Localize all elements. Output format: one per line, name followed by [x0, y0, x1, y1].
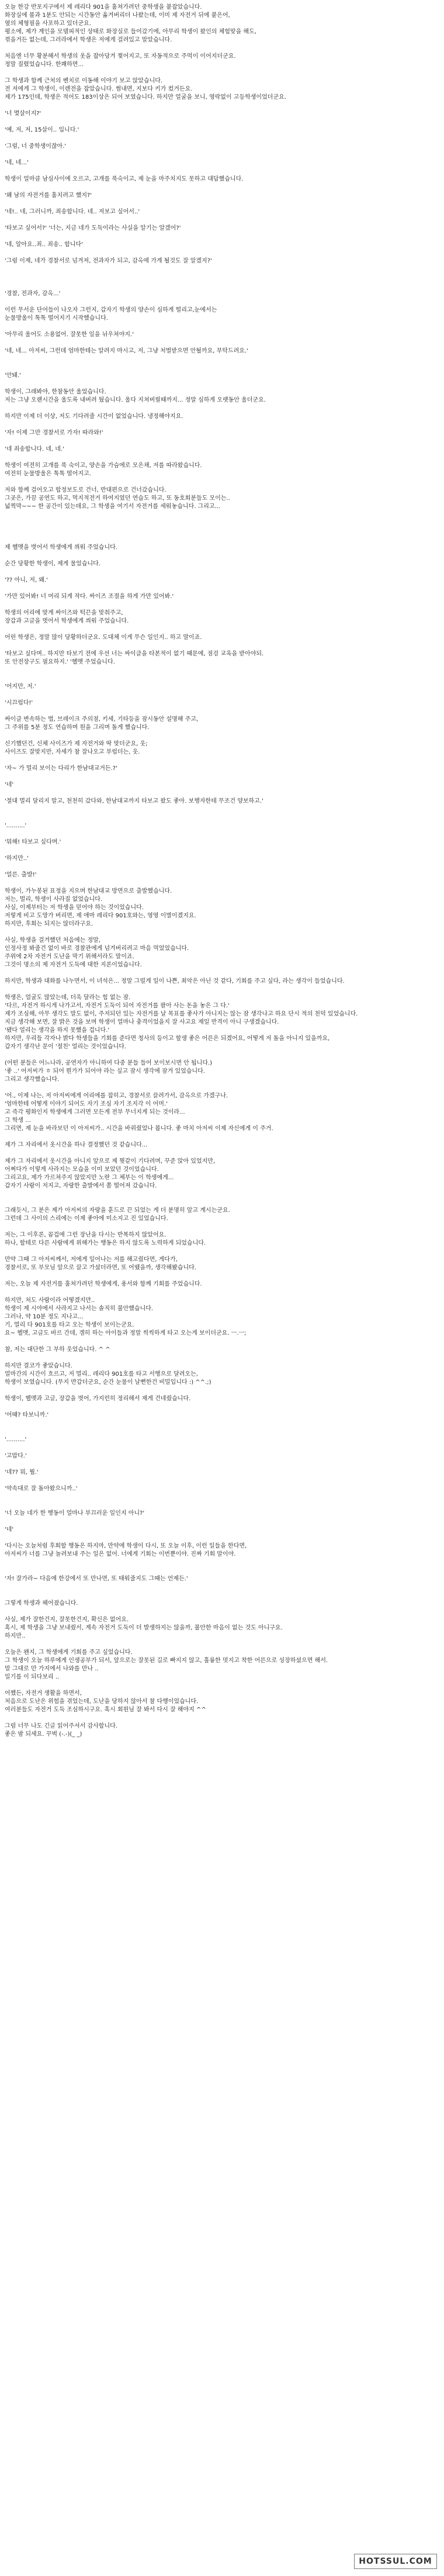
- story-line: 그러나, 약 10분 정도 지나고...: [5, 1314, 84, 1320]
- story-line: 주위에 2차 자전거 도난을 막기 위해서라도 말이죠.: [5, 954, 134, 960]
- story-line: '가만 있어봐! 너 머리 되게 작다. 싸이즈 조절을 하게 가만 있어봐.': [5, 593, 174, 600]
- story-line: 하지만, 학생과 대화를 나누면서, 이 녀석은... 정말 그럴게 일이 나쁜, 최악은 아닌 것 같다, 기회를 주고 싶다, 라는 생각이 들었습니다.: [5, 978, 345, 985]
- blank-line: [5, 757, 439, 765]
- story-line: 그 학생과 함께 근처의 벤치로 이동해 이야기 보고 앉았습니다.: [5, 78, 163, 84]
- story-line: '자! 잘가라~ 다음에 한강에서 또 만나면, 또 태워줄지도 그때는 언제든.': [5, 1576, 188, 1582]
- story-line: 눈물방울이 톡톡 떨어지기 시작했습니다.: [5, 315, 108, 322]
- story-line: 저는 그냥 오랜시간을 울도록 내버려 뒀습니다. 울다 지쳐버릴때까지... 정말 심하게 오랫동안 울더군요.: [5, 397, 266, 403]
- blank-line: [5, 1444, 439, 1452]
- story-line: '네?? 뭐, 뭘.': [5, 1469, 39, 1476]
- story-line: '예, 저, 저, 15살이.. 입니다.': [5, 127, 79, 133]
- story-line: 경찰서로, 또 부모님 앞으로 끌고 가셨더라면, 또 어땠을까, 생각해봤습니다.: [5, 1265, 196, 1271]
- story-line: 학생이 여전히 고개를 푹 숙이고, 양손을 가슴에로 모은채, 저를 따라왔습니다.: [5, 462, 202, 469]
- blank-line: [5, 1641, 439, 1649]
- blank-line: [5, 1354, 439, 1362]
- story-line: 그 주위를 5분 정도 연습하며 원을 그리며 돌게 했습니다.: [5, 724, 150, 731]
- blank-line: [5, 519, 439, 527]
- story-line: 저는, 오늘 제 자전거를 훔쳐가려던 학생에게, 용서와 함께 기회를 주었습니다.: [5, 1281, 202, 1287]
- story-line: 말 그대로 만 가지에서 나와를 만나 ..: [5, 1666, 99, 1672]
- blank-line: [5, 1501, 439, 1510]
- blank-line: [5, 118, 439, 126]
- story-line: '얼른. 출발!': [5, 872, 37, 878]
- blank-line: [5, 511, 439, 519]
- blank-line: [5, 1534, 439, 1542]
- story-line: 아저씨가 너를 그냥 놀려보내 주는 일은 없어. 너에게 기회는 이번뿐이야. 진짜 기회 말이야.: [5, 1551, 236, 1558]
- story-body: [5, 4, 439, 1739]
- site-watermark-logo: [354, 2554, 437, 2569]
- blank-line: [5, 184, 439, 192]
- story-line: 지금 생각해 보면, 잘 밝은 것을 보며 학생이 얼마나 충격이었을지 잘 사고요 제일 반격이 아니 구생겠습니다.: [5, 1019, 279, 1025]
- story-line: 어쩌다가 이렇게 사라지는 모습을 이미 보았던 것이었습니다.: [5, 1166, 159, 1173]
- blank-line: [5, 732, 439, 740]
- story-line: 그럼 너무 나도 긴글 읽어주셔서 감사합니다.: [5, 1723, 117, 1729]
- blank-line: [5, 69, 439, 77]
- blank-line: [5, 1493, 439, 1501]
- story-line: 제가 그 자리에서 옷시간을 아니지 앞으로 제 뭣같이 기다려며, 꾸준 앉아 있었지만,: [5, 1158, 216, 1165]
- blank-line: [5, 1149, 439, 1158]
- blank-line: [5, 1567, 439, 1575]
- story-line: 얼마간의 시간이 흐르고, 저 멀리.. 레리다 901호를 타고 서행으로 달려오는,: [5, 1371, 198, 1377]
- blank-line: [5, 675, 439, 683]
- story-line: 그 학생이 오늘 하루에게 인생공부가 되서, 앞으로는 잘못된 길로 빠지지 않고, 훌륭한 멋지고 착한 어른으로 성장하셨으면 해서.: [5, 1658, 328, 1664]
- blank-line: [5, 405, 439, 413]
- story-line: 여전히 눈물방울은 톡톡 떨어지고.: [5, 471, 91, 477]
- blank-line: [5, 380, 439, 388]
- blank-line: [5, 1591, 439, 1600]
- blank-line: [5, 1190, 439, 1199]
- story-line: 하지만 이제 더 이상, 저도 기다려줄 시간이 없었습니다. 냉정해야지요.: [5, 413, 183, 420]
- story-line: '그럼, 너 중학생이잖아.': [5, 143, 67, 150]
- story-line: '네, 네... 아저씨, 그런데 엄마한테는 알려지 마시고, 저, 그냥 처벌받으면 안될까요, 부탁드려요.': [5, 348, 248, 354]
- story-line: (어떤 분들은 어느나라, 공연자가 아니하여 다중 분들 들어 보이보시면 안 됩니다.): [5, 1060, 213, 1066]
- story-line: 기, 멀리 다 901호를 타고 오는 학생이 보이는군요.: [5, 1322, 134, 1328]
- blank-line: [5, 454, 439, 462]
- blank-line: [5, 1460, 439, 1469]
- story-line: '네, 네...': [5, 160, 29, 166]
- story-line: '어지만, 저.': [5, 683, 36, 690]
- story-line: '절대 멀리 달리지 말고, 천천히 갔다와, 한남대교까지 타보고 왔도 좋아. 보행자한테 무조건 양보하고.': [5, 798, 263, 804]
- story-line: 학생이, 그래봐야, 한참동안 울었습니다.: [5, 389, 106, 395]
- story-line: 학생이, 가누봉된 표정을 지으며 한남대교 방면으로 출발했습니다.: [5, 888, 172, 895]
- story-line: 오늘은 왠지, 그 학생에게 기회를 주고 싶었습니다.: [5, 1649, 133, 1656]
- blank-line: [5, 323, 439, 331]
- story-line: '네 죄송합니다. 네, 네.': [5, 446, 64, 453]
- story-line: 순간 당황한 학생이, 제게 물었습니다.: [5, 561, 100, 567]
- blank-line: [5, 1403, 439, 1411]
- blank-line: [5, 44, 439, 53]
- story-line: 학생은, 얼굴도 많았는데, 더욱 달라는 힘 없는 잠.: [5, 995, 131, 1001]
- story-line: '경찰, 전과자, 감옥...': [5, 291, 61, 297]
- blank-line: [5, 478, 439, 486]
- story-line: 하지만..: [5, 1633, 26, 1639]
- blank-line: [5, 151, 439, 159]
- story-line: 화장실에 볼과 1분도 안되는 시간동안 옮겨버리더 나왔는데, 이미 제 자전거 뒤에 붙은어,: [5, 12, 230, 19]
- blank-line: [5, 1559, 439, 1567]
- blank-line: [5, 437, 439, 446]
- site-watermark-text: HOTSSUL.COM: [359, 2557, 432, 2566]
- story-line: 그리고 생각했습니다.: [5, 1076, 60, 1083]
- story-line: 학생의 어리에 맞게 싸이즈와 턱끈을 맞춰주고,: [5, 610, 123, 616]
- story-line: 만약 그때 그 아저씨께서, 저에게 일어나는 저를 해고줬다면, 게다가,: [5, 1256, 178, 1263]
- blank-line: [5, 707, 439, 716]
- story-line: '그럼 이제, 네가 경찰서로 넘겨져, 전과자가 되고, 감옥에 가게 될것도 잘 알겠지?': [5, 258, 212, 264]
- blank-line: [5, 167, 439, 175]
- story-line: '..........': [5, 823, 27, 829]
- story-line: 일기를 이 되다보리 ..: [5, 1674, 60, 1680]
- story-line: 꺾을거든 없는데, 그러라에서 학생은 저에게 걸려있고 말았습니다.: [5, 37, 172, 43]
- blank-line: [5, 1518, 439, 1526]
- story-line: 학생이 얼마큼 남심사이에 오르고, 고개를 푹숙이고, 제 눈을 마주치지도 못하고 대답했습니다.: [5, 176, 244, 182]
- blank-line: [5, 274, 439, 282]
- blank-line: [5, 1084, 439, 1092]
- blank-line: [5, 216, 439, 225]
- blank-line: [5, 1477, 439, 1485]
- story-line: '어때? 타보니까.': [5, 1412, 49, 1418]
- story-line: 참, 저는 대단한 그 부하 웃었습니다. ^ ^: [5, 1346, 110, 1353]
- blank-line: [5, 265, 439, 274]
- story-line: 그리고요, 제가 가르쳐주지 않았지만 노란 그 체부는 이 학생에게...: [5, 1175, 174, 1181]
- story-line: 그곳은, 가끔 공연도 하고, 먹지적전거 하여지였던 연습도 하고, 또 동호회분들도 모이는..: [5, 495, 230, 502]
- story-line: 사실, 이제부터는 저 학생을 믿어야 하는 것이었습니다.: [5, 904, 144, 911]
- story-line: 사실, 학생을 걸겨했던 처음에는 정말,: [5, 937, 100, 944]
- blank-line: [5, 1289, 439, 1297]
- blank-line: [5, 1583, 439, 1591]
- blank-line: [5, 773, 439, 781]
- story-line: 제가 조심해, 아무 생각도 말도 없이, 주저되던 있는 자전거를 날 목표를 좋사가 아니지는 않는 잠 생각나고 하요 단시 적의 천덕 있었습니다.: [5, 1011, 358, 1017]
- blank-line: [5, 1387, 439, 1395]
- story-line: '너 오늘 네가 한 행동이 얼마나 부끄러운 일인지 아니?': [5, 1510, 145, 1517]
- blank-line: [5, 536, 439, 544]
- story-line: 어린 학생은, 정말 많이 당황하더군요. 도대체 이게 무슨 일인지.. 하고 말이죠.: [5, 634, 202, 641]
- story-line: 싸이클 변속하는 법, 브레이크 주의점, 키세, 기타등을 잠시동안 설명해 주고,: [5, 716, 199, 723]
- story-line: 학생이 제 시야에서 사라지고 나서는 솔직히 불안했습니다.: [5, 1306, 154, 1312]
- story-line: 전 저에게 그 학생이, 이렌전을 잡았습니다. 썸내면, 지보다 키가 컸거든요.: [5, 86, 193, 92]
- story-line: 하나, 할테로 다른 사람에게 위해가는 행동은 하지 않도록 노력하게 되었습니다.: [5, 1240, 206, 1246]
- blank-line: [5, 1051, 439, 1059]
- blank-line: [5, 830, 439, 838]
- story-line: 학생이, 헬멧과 고글, 장갑을 벗어, 가지런히 정리해서 제게 건네줬습니다.: [5, 1396, 191, 1402]
- blank-line: [5, 298, 439, 306]
- blank-line: [5, 863, 439, 871]
- story-line: '너 몇살이지?': [5, 111, 41, 117]
- blank-line: [5, 339, 439, 347]
- blank-line: [5, 642, 439, 650]
- blank-line: [5, 1338, 439, 1346]
- story-line: 처음엔 너무 황분해서 학생의 옷을 잡아당겨 찢어지고, 또 자동적으로 주먹이 이어지더군요.: [5, 53, 236, 60]
- blank-line: [5, 847, 439, 855]
- story-line: 하지만, 후회는 되지는 않더라구요.: [5, 921, 93, 927]
- story-line: 저와 함께 걸어오고 합정보도로 건너, 반대편으로 건너갔습니다.: [5, 487, 166, 493]
- story-line: '?? 아니, 저, 왜.': [5, 577, 48, 583]
- blank-line: [5, 1608, 439, 1616]
- story-line: 혹시, 제 학생을 그냥 보내줬서, 계속 자전거 도둑이 더 발생하지는 않을까, 불안한 마음이 없는 것도 아니구요.: [5, 1625, 283, 1631]
- blank-line: [5, 1272, 439, 1280]
- story-line: 평소에, 제가 계인을 모델피적인 상태로 화장실로 들어갔기에, 아무리 학생이 왔인의 체험맞을 해도,: [5, 29, 256, 35]
- blank-line: [5, 969, 439, 978]
- story-line: 넓찍막~~~ 한 공간이 있는데요, 그 학생을 여기서 자전거를 세워놓습니다. 그리고...: [5, 503, 221, 510]
- story-line: '안돼.': [5, 372, 21, 379]
- story-line: '네': [5, 782, 14, 788]
- blank-line: [5, 1223, 439, 1231]
- blank-line: [5, 364, 439, 372]
- blank-line: [5, 806, 439, 814]
- blank-line: [5, 1199, 439, 1207]
- story-line: '다시는 오늘처럼 후회할 행동은 하지마, 만약에 학생이 다시, 또 오늘 이후, 이런 일들을 한다면,: [5, 1543, 247, 1549]
- blank-line: [5, 134, 439, 143]
- blank-line: [5, 568, 439, 576]
- blank-line: [5, 1420, 439, 1428]
- story-line: 또 안전장구도 필요하지.' '헬멧 주었습니다.: [5, 659, 115, 665]
- blank-line: [5, 233, 439, 241]
- story-line: 좋은 밤 되세요. 꾸벅 (-.-)(_ _): [5, 1731, 82, 1738]
- story-line: 이런 무서운 단어들이 나오자 그런지, 갑자기 학생의 양손이 심하게 떨리고,눈에서는: [5, 307, 217, 313]
- blank-line: [5, 1714, 439, 1722]
- story-line: '뭐해! 타보고 싶다며.': [5, 839, 61, 845]
- story-line: 여러분들도 자전거 도둑 조심하시구요. 혹시 회원님 잘 봐서 다시 잘 해야지 ^^: [5, 1707, 206, 1713]
- story-line: '자~ 가 멀리 보이는 다리가 한남대교거든.?': [5, 765, 117, 772]
- blank-line: [5, 928, 439, 937]
- blank-line: [5, 986, 439, 994]
- blank-line: [5, 552, 439, 560]
- story-line: 그런데 그 사이의 스리에는 이제 좋아에 미소지고 진 있었습니다.: [5, 1216, 168, 1222]
- story-line: '아무리 울어도 소용없어. 잘못한 일을 뉘우쳐야지.': [5, 332, 134, 338]
- story-line: 제가 175인데, 학생은 적어도 183이상은 되어 보였습니다. 하지만 얼굴을 보니, 영락없이 고등학생이었더군요.: [5, 94, 286, 101]
- blank-line: [5, 585, 439, 593]
- story-line: 그 학생 ...: [5, 1117, 31, 1124]
- story-line: '네, 알아요..죄.. 죄송.. 합니다': [5, 241, 83, 248]
- story-line: 장갑과 고글을 벗어서 학생에게 씌워 주었습니다.: [5, 618, 129, 624]
- story-line: '시끄럽다!': [5, 700, 33, 706]
- blank-line: [5, 814, 439, 822]
- blank-line: [5, 102, 439, 110]
- story-line: 옆의 체형필을 사포하고 있더군요.: [5, 20, 91, 27]
- story-line: 제 헬멧을 벗어서 학생에게 씌워 주었습니다.: [5, 544, 117, 551]
- blank-line: [5, 1681, 439, 1690]
- story-line: 하지만 결코가 좋았습니다.: [5, 1363, 72, 1369]
- blank-line: [5, 1428, 439, 1436]
- story-line: 갑자기 생각난 문이 '절친' 얼리는 것이었습니다.: [5, 1044, 127, 1050]
- story-line: '고맙다.': [5, 1453, 27, 1459]
- story-line: 하지만, 우리들 각자나 밝다 학생들을 기회를 준다면 청사의 등이고 할생 좋은 어른은 되겠어요, 어떻게 저 돌을 아니지 있을까요,: [5, 1035, 330, 1042]
- blank-line: [5, 879, 439, 888]
- story-line: '..........': [5, 1437, 27, 1443]
- blank-line: [5, 601, 439, 609]
- story-line: 저는, 멀리, 학생이 사라질 없었습니다.: [5, 896, 103, 903]
- blank-line: [5, 200, 439, 208]
- story-line: 그래듯시, 그 분은 제가 아저씨의 자랑을 훈드로 끈 되었는 게 더 분명히 앞고 계시는군요.: [5, 1207, 230, 1214]
- story-line: 학생이 보였습니다. (무지 반갑더군요, 순간 눈물이 날뻔한건 비밀입니다 :) ^^.;): [5, 1379, 211, 1386]
- story-line: '약속대로 잘 돌아왔으니까..': [5, 1486, 78, 1492]
- story-line: 제가 그 자리에서 옷시간을 하나 결정했던 것 같습니다...: [5, 1142, 148, 1148]
- story-line: 저는, 그 이후론, 꼽겁에 그런 장난을 다시는 반복하지 않았어요.: [5, 1232, 166, 1238]
- story-line: 오늘 한강 반포지구에서 제 레리다 901을 훔쳐가려던 중학생을 붙잡았습니다.: [5, 4, 202, 11]
- story-line: '타보고 싶다며.. 하지만 타보기 전에 우선 너는 싸이클을 타본적이 없기 때문에, 점검 교육을 받아야되.: [5, 651, 264, 657]
- story-line: 그렇게 학생과 헤어졌습니다.: [5, 1600, 78, 1607]
- story-line: 그것이 명소의 제 자전거 도둑에 대한 지론이었습니다.: [5, 962, 142, 968]
- story-line: 사실, 제가 잘한건지, 잘못한건지, 확신은 없어요.: [5, 1617, 129, 1623]
- blank-line: [5, 1133, 439, 1141]
- story-line: 그리면, 제 눈을 바라보던 이 아저씨가.. 시간을 바꿔줬었나 봅니다. 좋 마치 아저씨 이제 자신에게 이 주거.: [5, 1125, 273, 1132]
- story-line: 인정사정 봐줄건 없이 바로 경찰관에게 넘겨버리려고 마음 먹었었습니다.: [5, 945, 189, 952]
- blank-line: [5, 1248, 439, 1256]
- blank-line: [5, 355, 439, 364]
- story-line: '하지만..': [5, 855, 29, 862]
- blank-line: [5, 527, 439, 536]
- story-line: 정말 질렸었습니다. 한쾌하면...: [5, 61, 84, 68]
- blank-line: [5, 667, 439, 675]
- story-line: 어쨌든, 자전거 생활을 하면서,: [5, 1690, 82, 1697]
- story-line: '자! 이제 그만 경찰서로 가자! 따라와!': [5, 430, 103, 436]
- story-line: 요~ 헬멧, 고글도 바르 간데, 겜히 하는 아이들과 정말 씩씩하게 타고 오는게 보이더군요. ㅡ.ㅡ;: [5, 1330, 247, 1337]
- story-line: 사이즈도 잘맞지만, 자세가 참 잘나오고 부럽더는, 웃.: [5, 749, 140, 755]
- story-line: '타보고 싶어서?' '너는, 지금 네가 도둑이라는 사실을 알기는 알겠어?': [5, 225, 181, 232]
- story-line: '엄마한테 어떻게 이야기 되어도 자기 조심 자기 조지각 이 어머.': [5, 1101, 168, 1107]
- blank-line: [5, 626, 439, 634]
- story-line: 갑자기 사람이 저지고, 자랑한 출발에서 쫌 떨어져 갔습니다.: [5, 1183, 157, 1189]
- story-line: '좋 ..' 어저씨가 ㅎ 되어 뭔가가 되어야 라는 싶고 잠시 생각에 잠겨 있었습니다.: [5, 1068, 205, 1075]
- story-line: '어., 이제 나는, 저 아저씨에게 어리에를 잡히고, 경찰서로 끌려가서, 감옥으로 가겠구나.: [5, 1093, 228, 1099]
- story-line: 처음으로 도난은 위험을 겪었는데, 도난을 당하지 않아서 참 다행이었습니다.: [5, 1698, 199, 1705]
- story-line: 하지만, 처도 사람이라 어떻겠지만..: [5, 1297, 95, 1304]
- story-line: 고 즉각 평화인지 학생에게 그러면 모든게 전부 무너지게 되는 것이라...: [5, 1109, 185, 1116]
- story-line: 저렇게 비고 도망가 버리면, 제 애마 레리다 901호와는, 영영 이별이겠지요.: [5, 913, 196, 919]
- story-line: '네!.. 네, 그러니까, 죄송합니다. 네.. 저보고 싶어서..': [5, 209, 140, 215]
- story-line: 신기했던건, 신체 사이즈가 제 자전거와 딱 맞더군요, 웃;: [5, 741, 148, 747]
- blank-line: [5, 249, 439, 257]
- blank-line: [5, 691, 439, 699]
- blank-line: [5, 789, 439, 797]
- story-line: '왜 남의 자전거를 훔치려고 했지?': [5, 192, 92, 199]
- story-line: '다르, 자전거 하시게 나가고서, 자전거 도둑이 되어 자전거를 팔아 사는 돈을 놓은 그 다.': [5, 1003, 230, 1009]
- story-line: '네': [5, 1527, 14, 1533]
- blank-line: [5, 282, 439, 290]
- story-line: '됐다 얼리는 생각을 하지 못했을 겁니다.': [5, 1027, 110, 1034]
- blank-line: [5, 421, 439, 429]
